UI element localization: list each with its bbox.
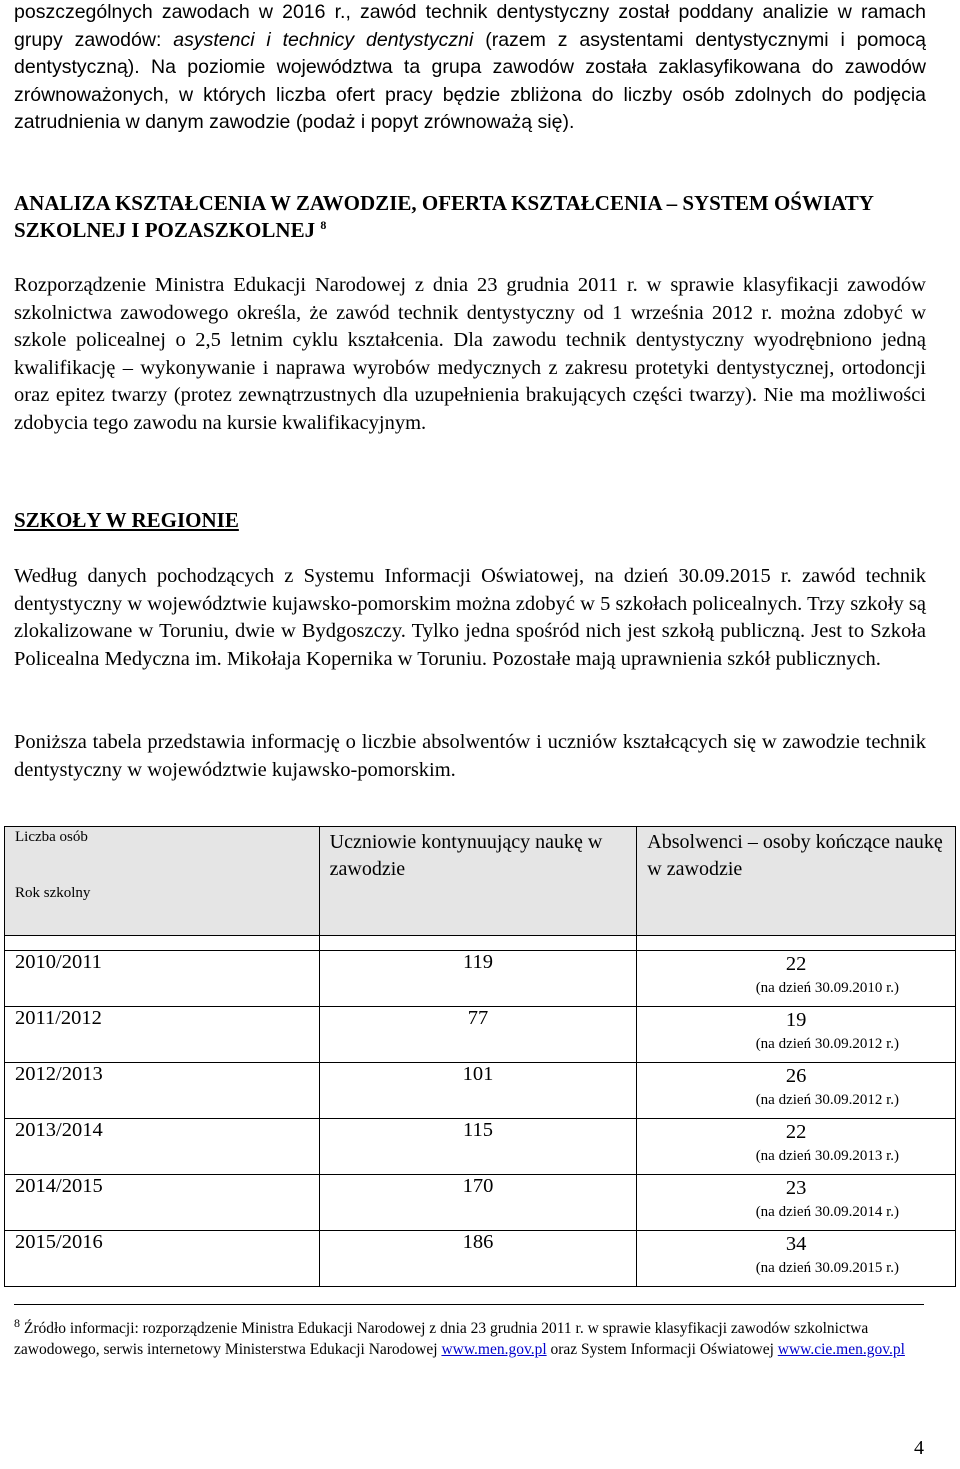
year-cell: 2013/2014 [5, 1119, 320, 1175]
graduates-table [4, 826, 956, 1287]
graduates-date: (na dzień 30.09.2012 r.) [755, 1036, 899, 1052]
graduates-date: (na dzień 30.09.2015 r.) [755, 1260, 899, 1276]
graduates-date: (na dzień 30.09.2012 r.) [755, 1092, 899, 1108]
header-graduates: Absolwenci – osoby kończące naukę w zawodzie [637, 827, 956, 936]
graduates-date: (na dzień 30.09.2013 r.) [755, 1148, 899, 1164]
graduates-count: 34 [785, 1233, 807, 1255]
graduates-count: 22 [785, 1121, 807, 1143]
intro-text-2: (razem z asystentami dentystycznymi i pomocą dentystyczną). Na poziomie województwa ta grupa zawodów została zaklasyfikowana do zawodów zrównoważonych, w których liczba ofert pracy będzie zbliżona do liczby osób zdolnych do podjęcia zatrudnienia w danym zawodzie (podaż i popyt zrównoważą się). [14, 28, 927, 133]
year-cell: 2012/2013 [5, 1063, 320, 1119]
section-heading-schools: SZKOŁY W REGIONIE [14, 508, 239, 532]
graduates-cell [637, 1175, 956, 1231]
graduates-cell [637, 1007, 956, 1063]
men-link[interactable]: www.men.gov.pl [441, 1341, 547, 1358]
graduates-count: 22 [785, 953, 807, 975]
year-cell: 2015/2016 [5, 1231, 320, 1287]
corner-label-count: Liczba osób [15, 829, 88, 845]
graduates-cell [637, 1119, 956, 1175]
table-row [5, 1063, 956, 1119]
year-cell: 2010/2011 [5, 951, 320, 1007]
education-paragraph: Rozporządzenie Ministra Edukacji Narodowej z dnia 23 grudnia 2011 r. w sprawie klasyfikacji zawodów szkolnictwa zawodowego określa, że zawód technik dentystyczny od 1 września 2012 r. można zdobyć w szkole policealnej o 2,5 letnim cyklu kształcenia. Dla zawodu technik dentystyczny wyodrębniono jedną kwalifikację – wykonywanie i naprawa wyrobów medycznych z zakresu protetyki dentystycznej, ortodoncji oraz epitez twarzy (protez zewnątrzustnych dla uzupełnienia brakujących części twarzy). Nie ma możliwości zdobycia tego zawodu na kursie kwalifikacyjnym. [14, 274, 926, 434]
intro-paragraph [14, 0, 926, 137]
table-row [5, 1007, 956, 1063]
occupation-group: asystenci i technicy dentystyczni [173, 28, 474, 51]
graduates-cell [637, 1231, 956, 1287]
table-body [5, 951, 956, 1287]
header-students: Uczniowie kontynuujący naukę w zawodzie [319, 827, 637, 936]
students-cell: 101 [319, 1063, 637, 1119]
year-cell: 2011/2012 [5, 1007, 320, 1063]
year-cell: 2014/2015 [5, 1175, 320, 1231]
corner-label-year: Rok szkolny [15, 885, 91, 901]
footnote-reference[interactable]: 8 [320, 218, 327, 232]
table-intro-paragraph: Poniższa tabela przedstawia informację o liczbie absolwentów i uczniów kształcących się w zawodzie technik dentystyczny w województwie kujawsko-pomorskim. [14, 731, 926, 781]
schools-paragraph: Według danych pochodzących z Systemu Informacji Oświatowej, na dzień 30.09.2015 r. zawód technik dentystyczny w województwie kujawsko-pomorskim można zdobyć w 5 szkołach policealnych. Trzy szkoły są zlokalizowane w Toruniu, dwie w Bydgoszczy. Tylko jedna spośród nich jest szkołą publiczną. Jest to Szkoła Policealna Medyczna im. Mikołaja Kopernika w Toruniu. Pozostałe mają uprawnienia szkół publicznych. [14, 565, 926, 670]
students-cell: 115 [319, 1119, 637, 1175]
page-number: 4 [914, 1437, 924, 1459]
table-row [5, 1231, 956, 1287]
graduates-cell [637, 1063, 956, 1119]
students-cell: 186 [319, 1231, 637, 1287]
table-spacer-row [5, 936, 956, 951]
graduates-count: 23 [785, 1177, 807, 1199]
intro-text-1: poszczególnych zawodach w 2016 r., zawód technik dentystyczny został poddany analizie w ramach grupy zawodów: [14, 1, 926, 51]
students-cell: 77 [319, 1007, 637, 1063]
graduates-date: (na dzień 30.09.2014 r.) [755, 1204, 899, 1220]
graduates-cell [637, 951, 956, 1007]
section-heading-education: ANALIZA KSZTAŁCENIA W ZAWODZIE, OFERTA KSZTAŁCENIA – SYSTEM OŚWIATY SZKOLNEJ I POZASZKOLNEJ $^8$ [14, 191, 874, 242]
footnote: $^8$ Źródło informacji: rozporządzenie Ministra Edukacji Narodowej z dnia 23 grudnia 2011 r. w sprawie klasyfikacji zawodów szkolnictwa zawodowego, serwis internetowy Ministerstwa Edukacji Narodowej www.men.gov.pl oraz System Informacji Oświatowej www.cie.men.gov.pl [14, 1315, 905, 1358]
cie-link[interactable]: www.cie.men.gov.pl [777, 1341, 905, 1358]
graduates-count: 19 [785, 1009, 807, 1031]
footnote-divider [14, 1304, 924, 1305]
table-row [5, 1175, 956, 1231]
table-header-row [5, 827, 956, 936]
graduates-count: 26 [785, 1065, 807, 1087]
table-row [5, 1119, 956, 1175]
table-row [5, 951, 956, 1007]
graduates-date: (na dzień 30.09.2010 r.) [755, 980, 899, 996]
students-cell: 170 [319, 1175, 637, 1231]
corner-header-cell [5, 827, 320, 936]
students-cell: 119 [319, 951, 637, 1007]
footnote-number: 8 [14, 1315, 20, 1330]
